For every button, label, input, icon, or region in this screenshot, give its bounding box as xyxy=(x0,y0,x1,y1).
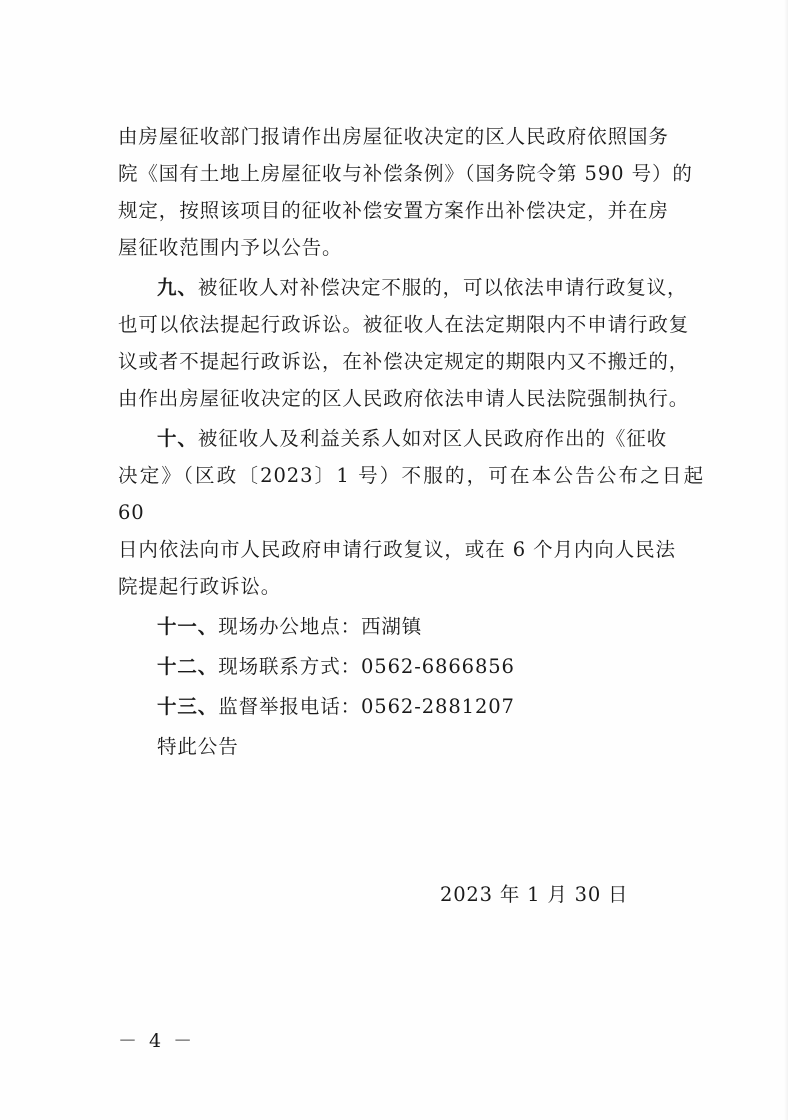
paragraph-item-12 xyxy=(118,648,704,685)
text-line: 日内依法向市人民政府申请行政复议，或在 6 个月内向人民法 xyxy=(118,538,676,561)
paragraph-item-13 xyxy=(118,688,704,725)
document-body xyxy=(118,118,704,765)
paragraph-item-9 xyxy=(118,269,704,417)
item-text: 被征收人及利益关系人如对区人民政府作出的《征收 xyxy=(197,427,668,450)
item-number: 九、 xyxy=(157,276,198,299)
text-line xyxy=(118,420,704,457)
text-line: 院《国有土地上房屋征收与补偿条例》（国务院令第 590 号）的 xyxy=(118,162,693,185)
paragraph-item-11 xyxy=(118,608,704,645)
document-date: 2023 年 1 月 30 日 xyxy=(440,883,629,906)
text-line: 议或者不提起行政诉讼，在补偿决定规定的期限内又不搬迁的， xyxy=(118,350,690,373)
scan-edge-shadow xyxy=(784,0,788,1120)
item-number: 十二、 xyxy=(157,655,219,678)
text-line: 决定》（区政〔2023〕1 号）不服的，可在本公告公布之日起 60 xyxy=(118,464,704,524)
text-line: 规定，按照该项目的征收补偿安置方案作出补偿决定，并在房 xyxy=(118,199,669,222)
item-number: 十、 xyxy=(157,427,198,450)
text-line: 也可以依法提起行政诉讼。被征收人在法定期限内不申请行政复 xyxy=(118,313,690,336)
item-text: 现场办公地点：西湖镇 xyxy=(218,615,423,638)
paragraph-item-10 xyxy=(118,420,704,605)
closing-statement xyxy=(118,728,704,765)
text-line xyxy=(118,648,704,685)
page-number: － 4 － xyxy=(118,1030,196,1052)
item-number: 十三、 xyxy=(157,695,219,718)
item-number: 十一、 xyxy=(157,615,219,638)
text-line: 院提起行政诉讼。 xyxy=(118,575,282,598)
paragraph-continuation xyxy=(118,118,704,266)
item-text: 被征收人对补偿决定不服的，可以依法申请行政复议， xyxy=(197,276,688,299)
text-line xyxy=(118,688,704,725)
text-line: 特此公告 xyxy=(157,735,239,758)
text-line: 屋征收范围内予以公告。 xyxy=(118,236,343,259)
item-text: 监督举报电话：0562-2881207 xyxy=(218,695,515,718)
text-line: 由作出房屋征收决定的区人民政府依法申请人民法院强制执行。 xyxy=(118,387,690,410)
item-text: 现场联系方式：0562-6866856 xyxy=(218,655,515,678)
text-line xyxy=(118,608,704,645)
text-line: 由房屋征收部门报请作出房屋征收决定的区人民政府依照国务 xyxy=(118,125,669,148)
text-line xyxy=(118,269,704,306)
